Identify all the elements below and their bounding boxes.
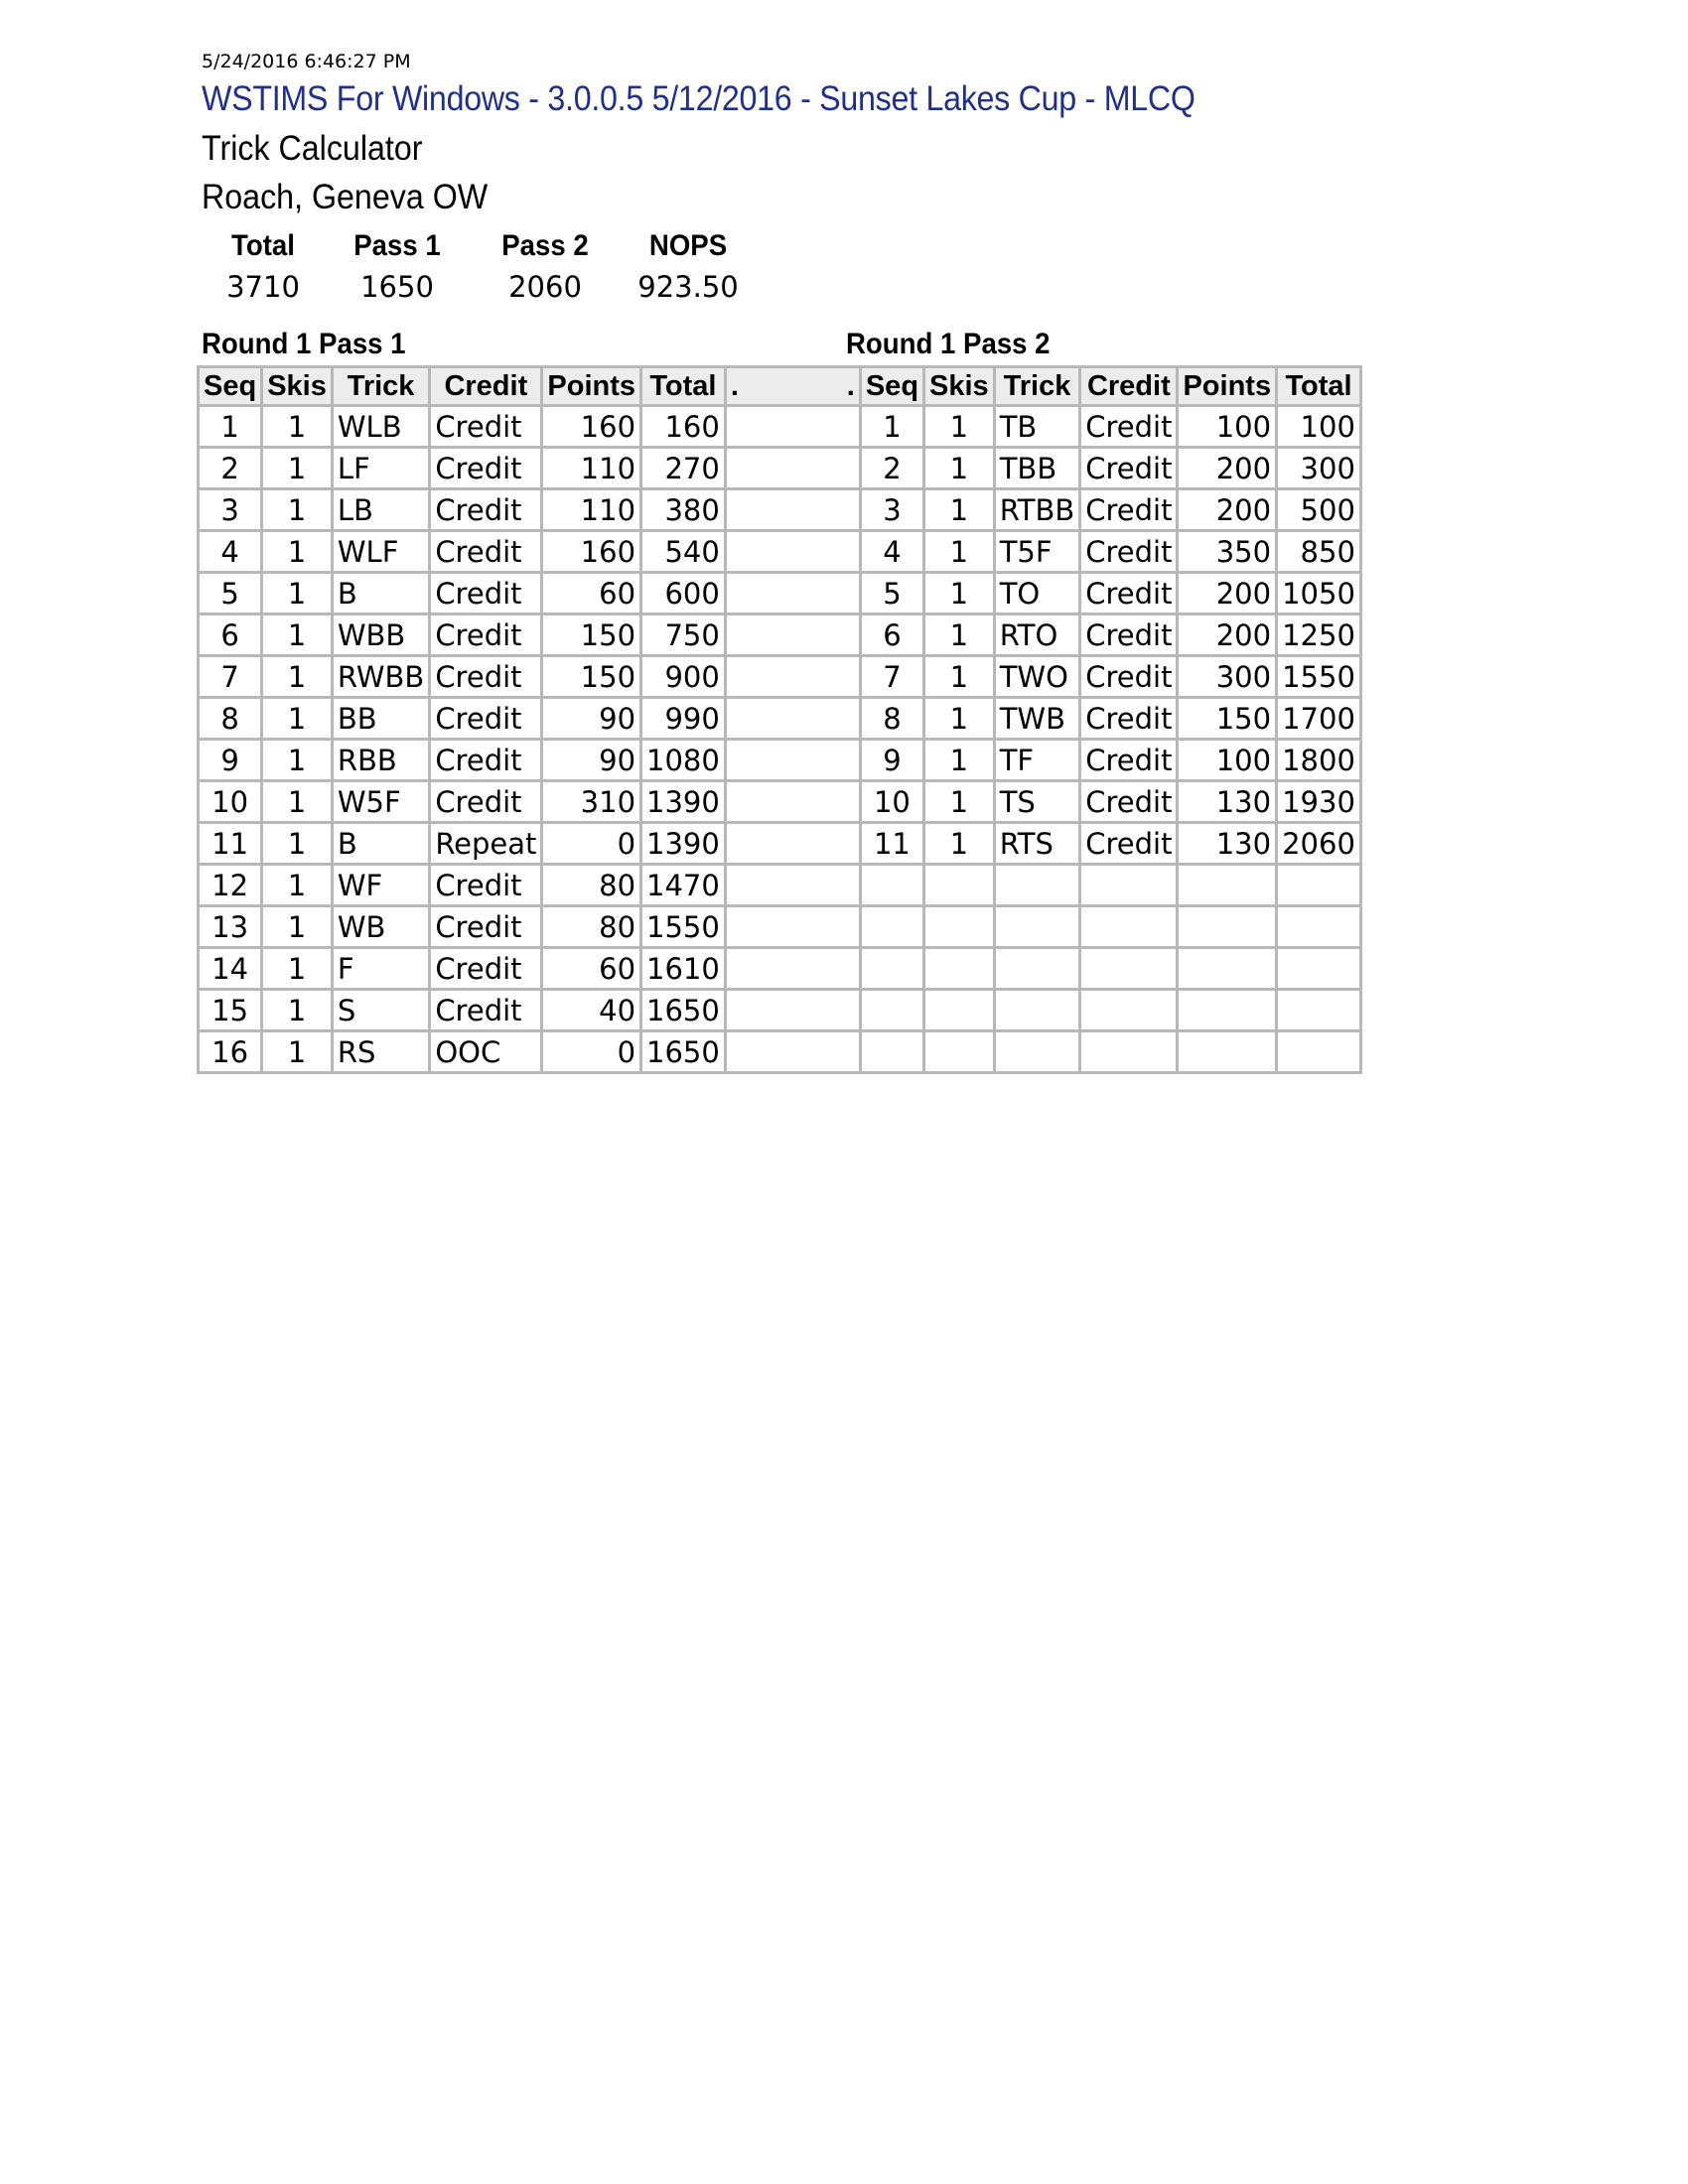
separator-cell: [725, 656, 860, 698]
pass2-skis-cell: 1: [924, 448, 995, 489]
pass1-credit-cell: Credit: [430, 740, 542, 781]
pass1-trick-cell: B: [332, 823, 429, 865]
pass1-seq-cell: 10: [199, 781, 262, 823]
pass1-points-cell: 40: [542, 990, 641, 1031]
pass2-seq-cell: 1: [860, 406, 923, 448]
pass1-points-cell: 150: [542, 614, 641, 656]
pass1-skis-cell: 1: [262, 614, 333, 656]
pass2-skis-cell: 1: [924, 406, 995, 448]
pass2-points-cell: [1178, 948, 1277, 990]
table-row: [199, 614, 1361, 656]
pass1-total-cell: 1650: [641, 990, 726, 1031]
pass2-skis-cell: [924, 906, 995, 948]
pass1-credit-cell: Credit: [430, 865, 542, 906]
pass1-skis-cell: 1: [262, 1031, 333, 1073]
report-timestamp: 5/24/2016 6:46:27 PM: [202, 51, 411, 72]
pass2-trick-cell: TF: [994, 740, 1080, 781]
pass1-label: Round 1 Pass 1: [202, 328, 406, 360]
pass2-seq-cell: 6: [860, 614, 923, 656]
pass1-seq-cell: 12: [199, 865, 262, 906]
pass2-points-cell: 200: [1178, 489, 1277, 531]
pass1-seq-cell: 4: [199, 531, 262, 573]
separator-cell: [725, 781, 860, 823]
pass1-seq-cell: 3: [199, 489, 262, 531]
pass1-total-cell: 900: [641, 656, 726, 698]
pass2-total-cell: 1250: [1277, 614, 1361, 656]
pass2-skis-cell: 1: [924, 573, 995, 614]
pass1-credit-cell: Credit: [430, 489, 542, 531]
pass2-points-cell: 200: [1178, 448, 1277, 489]
summary-value-row: [204, 266, 758, 308]
pass2-trick-cell: TWB: [994, 698, 1080, 740]
pass2-trick-cell: [994, 990, 1080, 1031]
pass2-points-cell: 100: [1178, 406, 1277, 448]
separator-cell: [725, 406, 860, 448]
table-row: [199, 406, 1361, 448]
pass2-points-cell: 130: [1178, 781, 1277, 823]
pass2-seq-cell: 4: [860, 531, 923, 573]
separator-cell: [725, 448, 860, 489]
pass1-trick-cell: LF: [332, 448, 429, 489]
pass1-trick-cell: WB: [332, 906, 429, 948]
separator-cell: [725, 823, 860, 865]
pass2-seq-cell: 2: [860, 448, 923, 489]
pass1-seq-cell: 5: [199, 573, 262, 614]
summary-pass2-value: 2060: [508, 270, 582, 304]
pass2-total-cell: [1277, 990, 1361, 1031]
pass2-total-cell: 1700: [1277, 698, 1361, 740]
table-row: [199, 781, 1361, 823]
separator-cell: [725, 573, 860, 614]
pass2-seq-header: Seq: [860, 367, 923, 406]
summary-header-row: [204, 226, 758, 266]
pass1-skis-cell: 1: [262, 698, 333, 740]
pass1-seq-cell: 13: [199, 906, 262, 948]
pass1-seq-header: Seq: [199, 367, 262, 406]
pass2-seq-cell: 7: [860, 656, 923, 698]
pass2-credit-cell: Credit: [1080, 823, 1178, 865]
pass1-trick-header: Trick: [332, 367, 429, 406]
pass1-credit-cell: Credit: [430, 614, 542, 656]
pass2-trick-cell: T5F: [994, 531, 1080, 573]
table-row: [199, 990, 1361, 1031]
pass2-seq-cell: [860, 990, 923, 1031]
table-row: [199, 948, 1361, 990]
separator-cell: [725, 990, 860, 1031]
summary-header-pass2: Pass 2: [501, 229, 589, 262]
pass2-skis-cell: 1: [924, 489, 995, 531]
pass2-trick-header: Trick: [994, 367, 1080, 406]
pass2-skis-cell: 1: [924, 614, 995, 656]
pass2-seq-cell: [860, 1031, 923, 1073]
pass2-skis-cell: 1: [924, 740, 995, 781]
pass1-total-cell: 1390: [641, 823, 726, 865]
pass2-credit-cell: Credit: [1080, 448, 1178, 489]
pass1-credit-cell: Credit: [430, 656, 542, 698]
pass1-credit-cell: Credit: [430, 448, 542, 489]
pass2-points-cell: 200: [1178, 614, 1277, 656]
pass2-skis-cell: 1: [924, 781, 995, 823]
pass2-trick-cell: TWO: [994, 656, 1080, 698]
pass1-credit-cell: Credit: [430, 698, 542, 740]
pass1-skis-cell: 1: [262, 781, 333, 823]
pass2-trick-cell: RTO: [994, 614, 1080, 656]
pass2-skis-cell: 1: [924, 531, 995, 573]
pass1-skis-cell: 1: [262, 990, 333, 1031]
pass2-total-cell: [1277, 1031, 1361, 1073]
pass1-seq-cell: 2: [199, 448, 262, 489]
pass2-skis-cell: 1: [924, 823, 995, 865]
pass2-trick-cell: [994, 865, 1080, 906]
pass1-seq-cell: 6: [199, 614, 262, 656]
table-row: [199, 531, 1361, 573]
pass2-total-cell: 1930: [1277, 781, 1361, 823]
pass2-skis-cell: [924, 865, 995, 906]
pass1-seq-cell: 11: [199, 823, 262, 865]
pass1-trick-cell: RWBB: [332, 656, 429, 698]
pass1-skis-cell: 1: [262, 489, 333, 531]
pass1-skis-cell: 1: [262, 865, 333, 906]
summary-header-pass1: Pass 1: [353, 229, 441, 262]
pass2-points-cell: 300: [1178, 656, 1277, 698]
separator-cell: [725, 1031, 860, 1073]
pass1-trick-cell: WLB: [332, 406, 429, 448]
pass2-credit-cell: [1080, 990, 1178, 1031]
pass2-skis-cell: [924, 948, 995, 990]
score-summary: [204, 226, 758, 308]
pass2-credit-cell: [1080, 948, 1178, 990]
pass2-trick-cell: TO: [994, 573, 1080, 614]
pass2-credit-cell: Credit: [1080, 614, 1178, 656]
pass2-seq-cell: 5: [860, 573, 923, 614]
pass2-total-cell: 850: [1277, 531, 1361, 573]
pass2-total-cell: 300: [1277, 448, 1361, 489]
pass2-trick-cell: TS: [994, 781, 1080, 823]
pass1-seq-cell: 7: [199, 656, 262, 698]
pass2-skis-header: Skis: [924, 367, 995, 406]
pass2-label: Round 1 Pass 2: [846, 328, 1051, 360]
separator-cell: [725, 614, 860, 656]
pass2-points-header: Points: [1178, 367, 1277, 406]
pass2-credit-cell: Credit: [1080, 781, 1178, 823]
pass1-points-cell: 310: [542, 781, 641, 823]
pass1-points-cell: 0: [542, 823, 641, 865]
pass1-credit-cell: OOC: [430, 1031, 542, 1073]
pass2-total-header: Total: [1277, 367, 1361, 406]
pass2-seq-cell: [860, 906, 923, 948]
pass1-total-cell: 270: [641, 448, 726, 489]
pass1-points-cell: 90: [542, 740, 641, 781]
separator-cell: [725, 740, 860, 781]
summary-nops-value: 923.50: [637, 270, 739, 304]
pass1-points-cell: 110: [542, 489, 641, 531]
pass2-trick-cell: RTS: [994, 823, 1080, 865]
pass1-credit-cell: Credit: [430, 781, 542, 823]
pass1-total-cell: 160: [641, 406, 726, 448]
separator-cell: [725, 698, 860, 740]
pass2-credit-cell: Credit: [1080, 531, 1178, 573]
pass1-total-header: Total: [641, 367, 726, 406]
pass2-trick-cell: [994, 906, 1080, 948]
pass1-skis-cell: 1: [262, 948, 333, 990]
pass1-total-cell: 540: [641, 531, 726, 573]
pass1-seq-cell: 14: [199, 948, 262, 990]
grid-header-row: [199, 367, 1361, 406]
pass1-credit-cell: Credit: [430, 990, 542, 1031]
pass2-trick-cell: TBB: [994, 448, 1080, 489]
separator-cell: [725, 906, 860, 948]
pass2-credit-cell: Credit: [1080, 656, 1178, 698]
pass1-credit-cell: Repeat: [430, 823, 542, 865]
pass2-total-cell: 1800: [1277, 740, 1361, 781]
pass1-seq-cell: 15: [199, 990, 262, 1031]
pass2-total-cell: [1277, 906, 1361, 948]
pass1-trick-cell: LB: [332, 489, 429, 531]
separator-right-dot: .: [846, 369, 855, 402]
pass2-points-cell: 130: [1178, 823, 1277, 865]
table-row: [199, 865, 1361, 906]
pass2-skis-cell: 1: [924, 656, 995, 698]
pass2-total-cell: [1277, 865, 1361, 906]
pass2-points-cell: [1178, 865, 1277, 906]
pass1-trick-cell: BB: [332, 698, 429, 740]
pass1-points-header: Points: [542, 367, 641, 406]
pass1-trick-cell: W5F: [332, 781, 429, 823]
report-title: Trick Calculator: [202, 129, 423, 168]
table-row: [199, 448, 1361, 489]
pass2-points-cell: 100: [1178, 740, 1277, 781]
pass2-points-cell: 350: [1178, 531, 1277, 573]
pass1-points-cell: 160: [542, 531, 641, 573]
pass1-seq-cell: 1: [199, 406, 262, 448]
pass2-total-cell: 100: [1277, 406, 1361, 448]
pass1-skis-cell: 1: [262, 406, 333, 448]
table-row: [199, 656, 1361, 698]
summary-pass1-value: 1650: [360, 270, 434, 304]
pass1-total-cell: 600: [641, 573, 726, 614]
pass1-credit-header: Credit: [430, 367, 542, 406]
table-row: [199, 823, 1361, 865]
pass2-credit-cell: Credit: [1080, 573, 1178, 614]
pass2-credit-header: Credit: [1080, 367, 1178, 406]
pass1-skis-cell: 1: [262, 531, 333, 573]
pass2-seq-cell: 9: [860, 740, 923, 781]
pass1-total-cell: 380: [641, 489, 726, 531]
table-row: [199, 698, 1361, 740]
separator-cell: [725, 948, 860, 990]
pass2-skis-cell: 1: [924, 698, 995, 740]
pass1-skis-cell: 1: [262, 656, 333, 698]
pass1-credit-cell: Credit: [430, 906, 542, 948]
pass1-total-cell: 990: [641, 698, 726, 740]
summary-total-value: 3710: [226, 270, 300, 304]
pass1-points-cell: 80: [542, 906, 641, 948]
trick-grid: [197, 365, 1362, 1074]
pass2-points-cell: [1178, 1031, 1277, 1073]
pass1-skis-cell: 1: [262, 823, 333, 865]
pass2-credit-cell: [1080, 906, 1178, 948]
table-row: [199, 1031, 1361, 1073]
pass1-skis-cell: 1: [262, 448, 333, 489]
table-row: [199, 906, 1361, 948]
pass1-trick-cell: WBB: [332, 614, 429, 656]
pass2-trick-cell: [994, 948, 1080, 990]
trick-grid-body: [199, 406, 1361, 1073]
pass2-credit-cell: [1080, 865, 1178, 906]
pass1-trick-cell: F: [332, 948, 429, 990]
pass1-points-cell: 110: [542, 448, 641, 489]
pass1-total-cell: 1470: [641, 865, 726, 906]
pass2-total-cell: 1550: [1277, 656, 1361, 698]
pass1-trick-cell: RBB: [332, 740, 429, 781]
pass2-points-cell: 200: [1178, 573, 1277, 614]
pass2-seq-cell: 11: [860, 823, 923, 865]
pass1-points-cell: 60: [542, 948, 641, 990]
skier-name: Roach, Geneva OW: [202, 178, 489, 216]
app-title: WSTIMS For Windows - 3.0.0.5 5/12/2016 - Sunset Lakes Cup - MLCQ: [202, 79, 1196, 118]
pass1-seq-cell: 9: [199, 740, 262, 781]
pass1-trick-cell: WF: [332, 865, 429, 906]
pass2-trick-cell: TB: [994, 406, 1080, 448]
pass1-skis-cell: 1: [262, 740, 333, 781]
pass1-points-cell: 150: [542, 656, 641, 698]
pass2-trick-cell: [994, 1031, 1080, 1073]
pass1-points-cell: 160: [542, 406, 641, 448]
pass2-total-cell: 1050: [1277, 573, 1361, 614]
pass2-credit-cell: Credit: [1080, 489, 1178, 531]
summary-header-nops: NOPS: [648, 229, 728, 262]
pass2-skis-cell: [924, 990, 995, 1031]
pass2-credit-cell: [1080, 1031, 1178, 1073]
pass1-total-cell: 1610: [641, 948, 726, 990]
table-row: [199, 573, 1361, 614]
pass2-total-cell: 2060: [1277, 823, 1361, 865]
separator-cell: [725, 489, 860, 531]
pass2-credit-cell: Credit: [1080, 740, 1178, 781]
pass2-seq-cell: 8: [860, 698, 923, 740]
pass1-total-cell: 1550: [641, 906, 726, 948]
pass1-points-cell: 0: [542, 1031, 641, 1073]
pass1-points-cell: 90: [542, 698, 641, 740]
pass1-total-cell: 1080: [641, 740, 726, 781]
separator-left-dot: .: [730, 369, 739, 402]
pass2-points-cell: [1178, 990, 1277, 1031]
pass1-credit-cell: Credit: [430, 406, 542, 448]
pass1-credit-cell: Credit: [430, 531, 542, 573]
pass2-credit-cell: Credit: [1080, 698, 1178, 740]
separator-header: [725, 367, 860, 406]
pass1-trick-cell: RS: [332, 1031, 429, 1073]
summary-header-total: Total: [231, 229, 295, 262]
pass1-total-cell: 750: [641, 614, 726, 656]
pass1-trick-cell: WLF: [332, 531, 429, 573]
pass1-total-cell: 1650: [641, 1031, 726, 1073]
pass2-seq-cell: 10: [860, 781, 923, 823]
pass1-credit-cell: Credit: [430, 948, 542, 990]
pass2-skis-cell: [924, 1031, 995, 1073]
separator-cell: [725, 865, 860, 906]
pass1-total-cell: 1390: [641, 781, 726, 823]
pass1-skis-header: Skis: [262, 367, 333, 406]
pass2-total-cell: [1277, 948, 1361, 990]
pass1-trick-cell: B: [332, 573, 429, 614]
pass2-credit-cell: Credit: [1080, 406, 1178, 448]
pass1-seq-cell: 16: [199, 1031, 262, 1073]
pass2-seq-cell: 3: [860, 489, 923, 531]
pass1-points-cell: 60: [542, 573, 641, 614]
pass2-seq-cell: [860, 948, 923, 990]
table-row: [199, 489, 1361, 531]
table-row: [199, 740, 1361, 781]
pass1-trick-cell: S: [332, 990, 429, 1031]
pass1-skis-cell: 1: [262, 906, 333, 948]
pass2-points-cell: 150: [1178, 698, 1277, 740]
pass1-seq-cell: 8: [199, 698, 262, 740]
pass2-seq-cell: [860, 865, 923, 906]
pass2-trick-cell: RTBB: [994, 489, 1080, 531]
separator-cell: [725, 531, 860, 573]
pass2-total-cell: 500: [1277, 489, 1361, 531]
pass1-credit-cell: Credit: [430, 573, 542, 614]
pass1-points-cell: 80: [542, 865, 641, 906]
pass1-skis-cell: 1: [262, 573, 333, 614]
pass2-points-cell: [1178, 906, 1277, 948]
